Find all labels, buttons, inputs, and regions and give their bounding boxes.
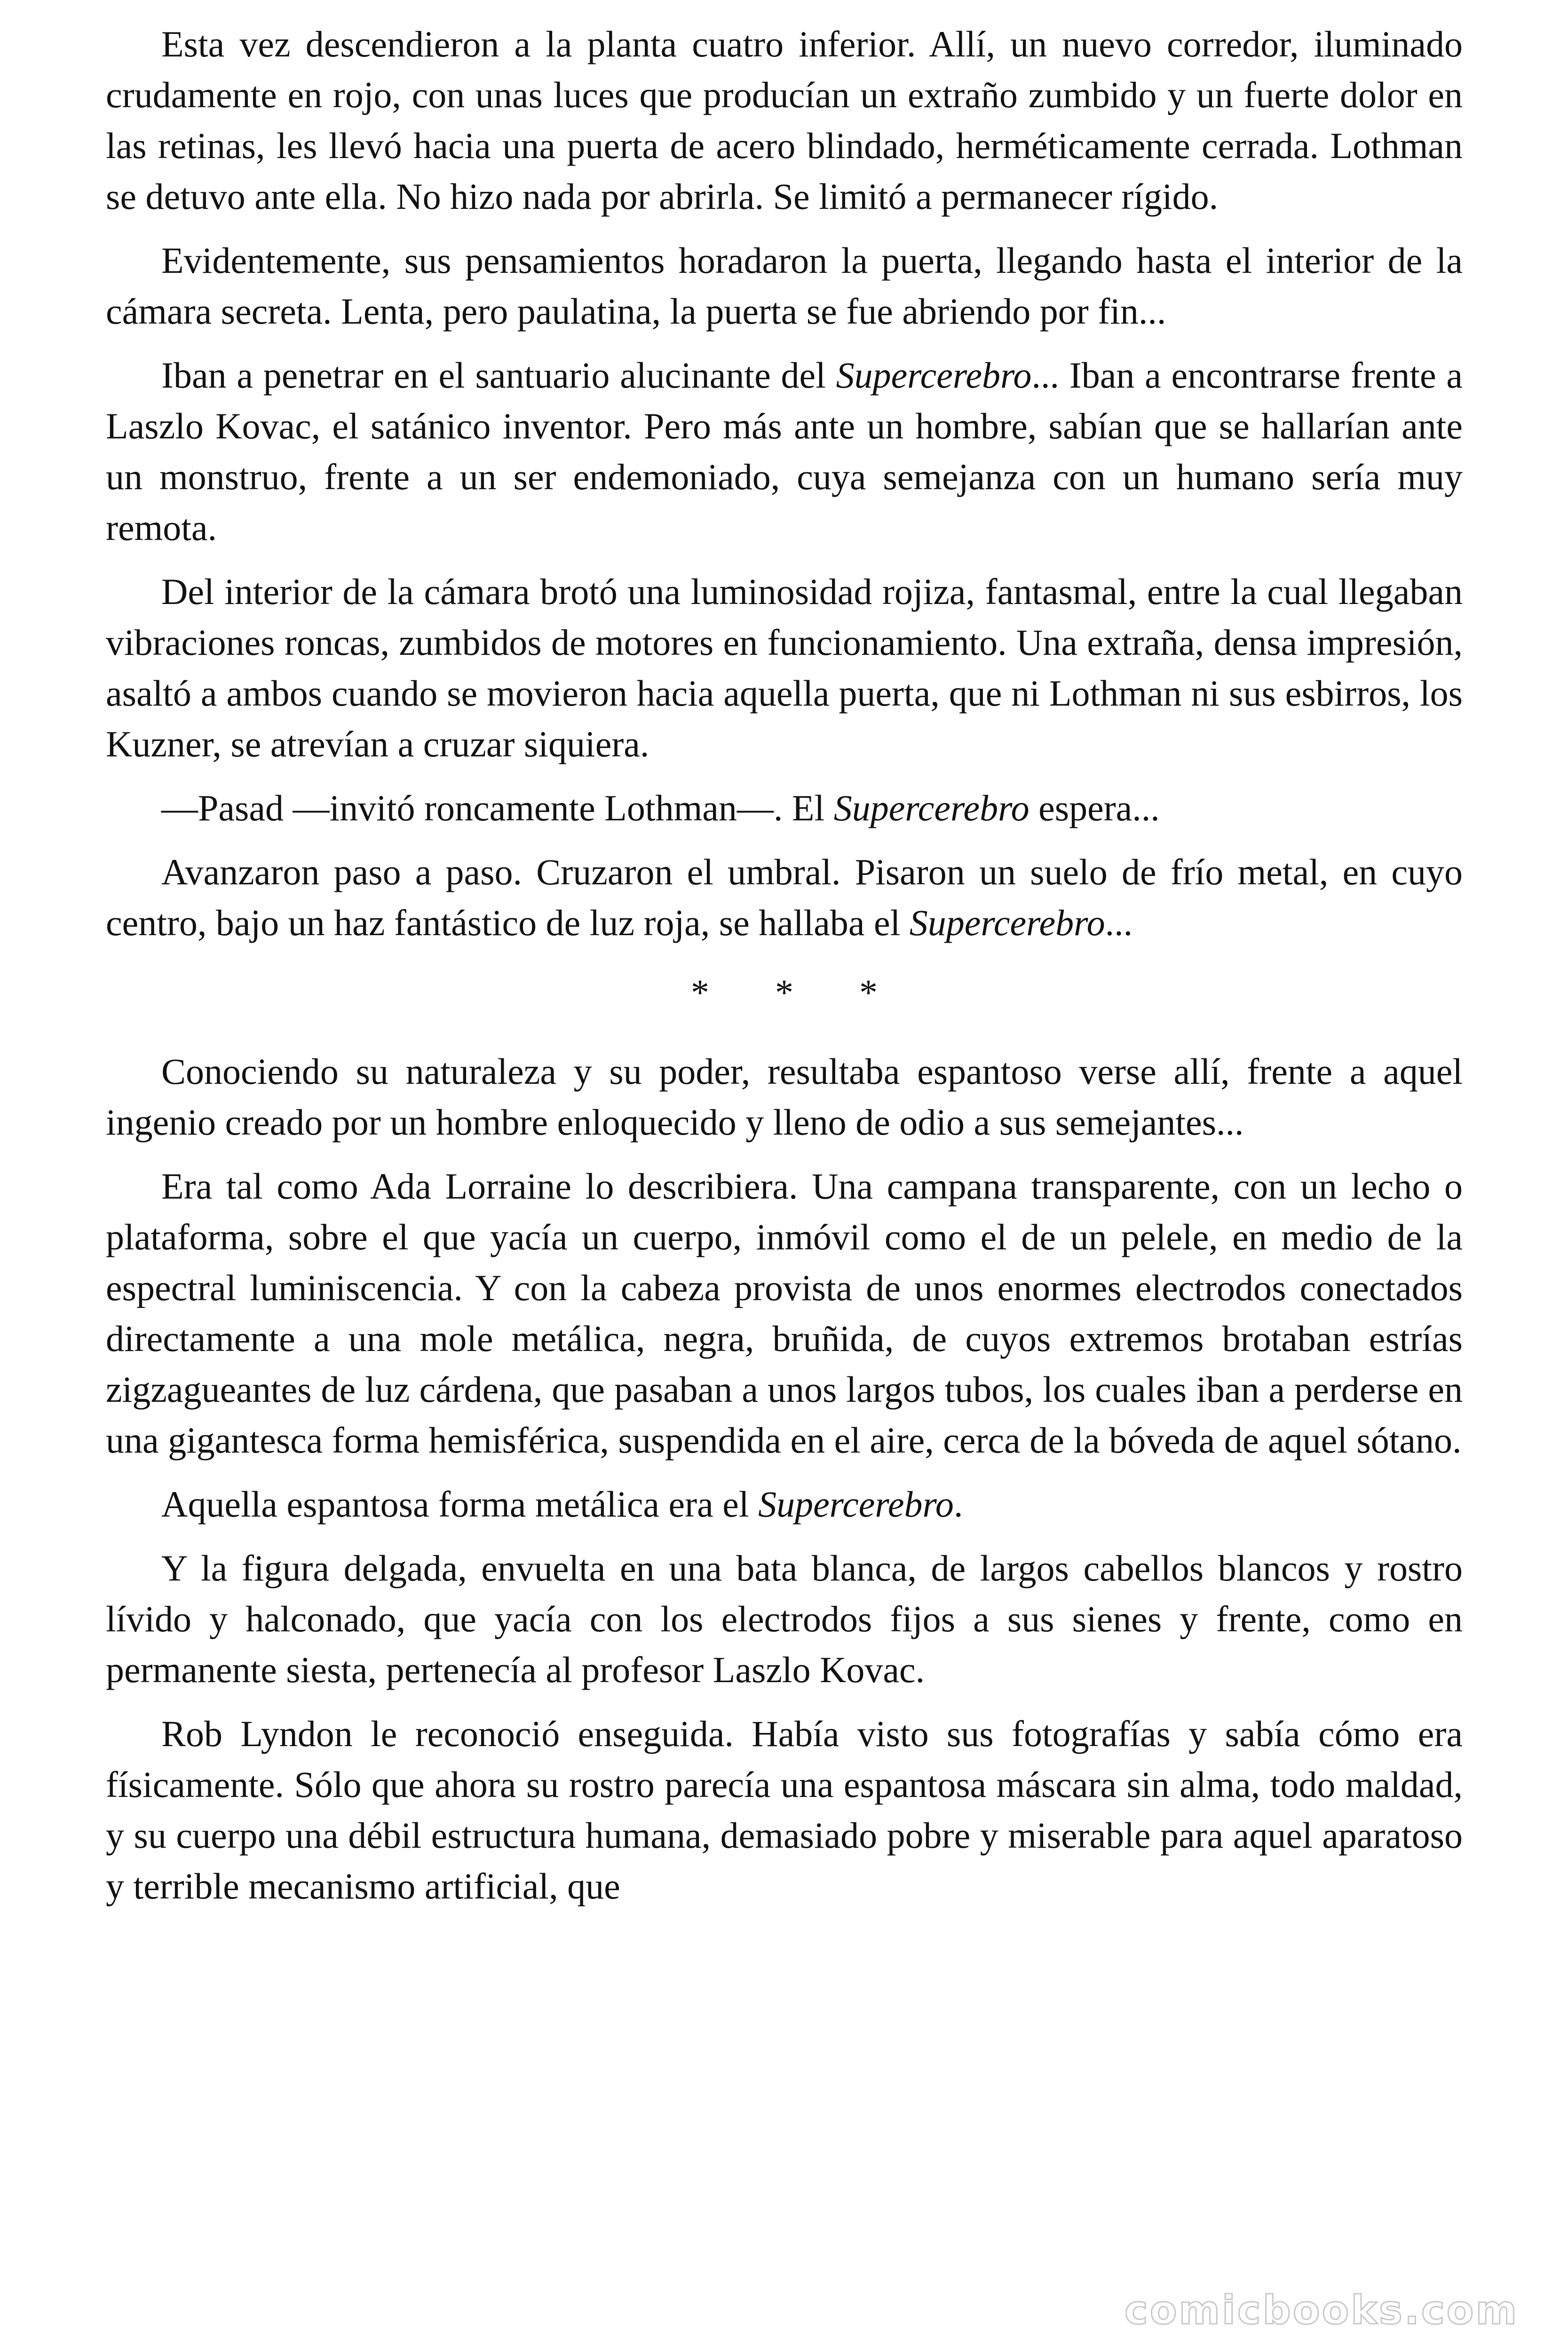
paragraph-1 (106, 19, 1463, 222)
section-break-star: * (775, 972, 793, 1013)
paragraph-8 (106, 1161, 1463, 1466)
paragraph-6 (106, 847, 1463, 948)
paragraph-2-text: Evidentemente, sus pensamientos horadaron la puerta, llegando hasta el interior de la cámara secreta. Lenta, pero paulatina, la puerta se fue abriendo por fin... (106, 240, 1463, 332)
paragraph-6-text-a: Avanzaron paso a paso. Cruzaron el umbral. Pisaron un suelo de frío metal, en cuyo centro, bajo un haz fantástico de luz roja, se hallaba el (106, 851, 1463, 943)
paragraph-7 (106, 1046, 1463, 1148)
paragraph-9 (106, 1479, 1463, 1530)
paragraph-4-text: Del interior de la cámara brotó una luminosidad rojiza, fantasmal, entre la cual llegaban vibraciones roncas, zumbidos de motores en funcionamiento. Una extraña, densa impresión, asaltó a ambos cuando se movieron hacia aquella puerta, que ni Lothman ni sus esbirros, los Kuzner, se atrevían a cruzar siquiera. (106, 571, 1463, 764)
paragraph-6-emphasis: Supercerebro (909, 902, 1105, 943)
paragraph-9-emphasis: Supercerebro (758, 1484, 954, 1525)
paragraph-7-text: Conociendo su naturaleza y su poder, resultaba espantoso verse allí, frente a aquel ingenio creado por un hombre enloquecido y lleno de odio a sus semejantes... (106, 1051, 1463, 1143)
paragraph-2 (106, 235, 1463, 337)
paragraph-3 (106, 350, 1463, 553)
paragraph-11 (106, 1708, 1463, 1912)
paragraph-11-text: Rob Lyndon le reconoció enseguida. Había visto sus fotografías y sabía cómo era físicamente. Sólo que ahora su rostro parecía una espantosa máscara sin alma, todo maldad, y su cuerpo una débil estructura humana, demasiado pobre y miserable para aquel aparatoso y terrible mecanismo artificial, que (106, 1713, 1463, 1907)
paragraph-10 (106, 1543, 1463, 1695)
paragraph-6-text-b: ... (1105, 902, 1133, 943)
paragraph-9-text-b: . (953, 1484, 963, 1525)
paragraph-3-emphasis: Supercerebro (836, 355, 1032, 396)
paragraph-8-text: Era tal como Ada Lorraine lo describiera. Una campana transparente, con un lecho o plataforma, sobre el que yacía un cuerpo, inmóvil como el de un pelele, en medio de la espectral luminiscencia. Y con la cabeza provista de unos enormes electrodos conectados directamente a una mole metálica, negra, bruñida, de cuyos extremos brotaban estrías zigzagueantes de luz cárdena, que pasaban a unos largos tubos, los cuales iban a perderse en una gigantesca forma hemisférica, suspendida en el aire, cerca de la bóveda de aquel sótano. (106, 1166, 1463, 1461)
paragraph-4 (106, 566, 1463, 770)
section-break-star: * (859, 972, 878, 1013)
paragraph-5-text-b: espera... (1029, 787, 1160, 828)
paragraph-3-text-b: ... Iban a encontrarse frente a Laszlo Kovac, el satánico inventor. Pero más ante un hombre, sabían que se hallarían ante un monstruo, frente a un ser endemoniado, cuya semejanza con un humano sería muy remota. (106, 355, 1463, 548)
paragraph-5 (106, 783, 1463, 834)
paragraph-1-text: Esta vez descendieron a la planta cuatro inferior. Allí, un nuevo corredor, iluminado crudamente en rojo, con unas luces que producían un extraño zumbido y un fuerte dolor en las retinas, les llevó hacia una puerta de acero blindado, herméticamente cerrada. Lothman se detuvo ante ella. No hizo nada por abrirla. Se limitó a permanecer rígido. (106, 24, 1463, 217)
paragraph-9-text-a: Aquella espantosa forma metálica era el (161, 1484, 759, 1525)
watermark: comicbooks.com (1125, 2287, 1519, 2333)
section-break (106, 967, 1463, 1018)
paragraph-5-emphasis: Supercerebro (833, 787, 1029, 828)
page-body (106, 19, 1463, 1925)
paragraph-10-text: Y la figura delgada, envuelta en una bata blanca, de largos cabellos blancos y rostro lívido y halconado, que yacía con los electrodos fijos a sus sienes y frente, como en permanente siesta, pertenecía al profesor Laszlo Kovac. (106, 1548, 1463, 1690)
paragraph-5-text-a: —Pasad —invitó roncamente Lothman—. El (161, 787, 834, 828)
section-break-star: * (691, 972, 709, 1013)
paragraph-3-text-a: Iban a penetrar en el santuario alucinante del (161, 355, 836, 396)
